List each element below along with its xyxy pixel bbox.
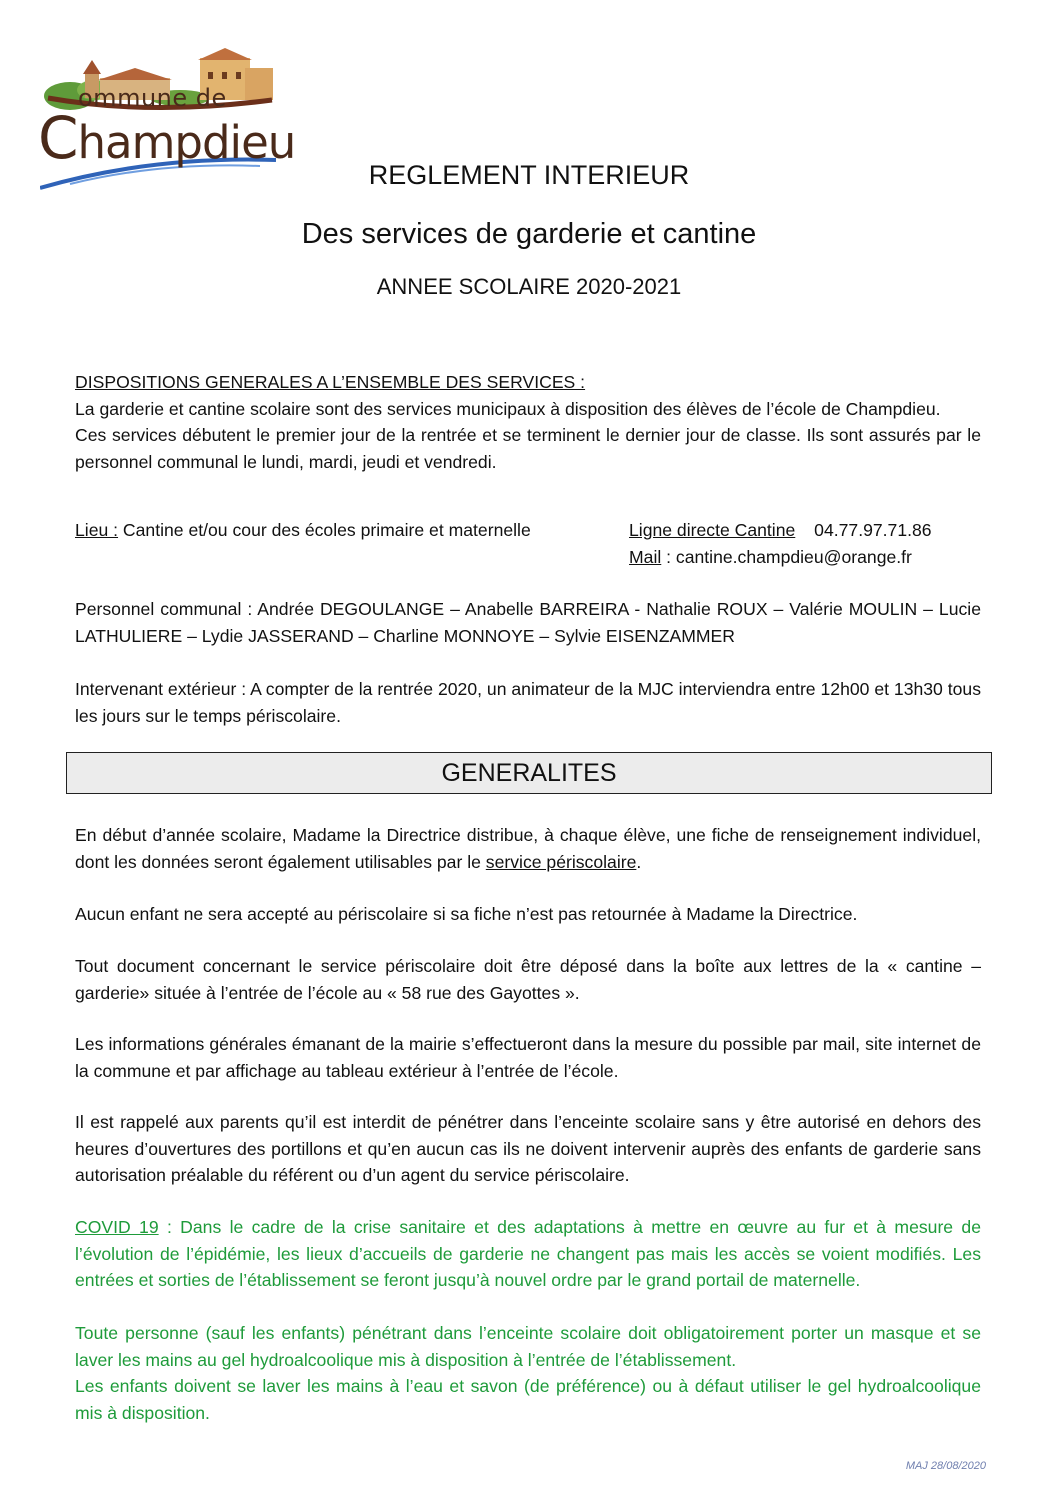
dispositions-para2: Ces services débutent le premier jour de la rentrée et se terminent le dernier jour de classe. Ils sont assurés par le personnel communal le lundi, mardi, jeudi et vendredi. (75, 425, 981, 472)
p1-text-a: En début d’année scolaire, Madame la Directrice distribue, à chaque élève, (75, 825, 677, 845)
lieu-value: Cantine et/ou cour des écoles primaire et maternelle (118, 520, 531, 540)
mail-line (629, 544, 989, 571)
school-year: ANNEE SCOLAIRE 2020-2021 (376, 274, 682, 299)
covid-label: COVID 19 (75, 1217, 159, 1237)
document-subtitle: Des services de garderie et cantine (301, 218, 757, 250)
personnel-text: : Andrée DEGOULANGE – Anabelle BARREIRA - Nathalie ROUX – Valérie MOULIN – Lucie LATHULIERE – Lydie JASSERAND – Charline MONNOYE – Sylvie EISENZAMMER (75, 599, 981, 646)
personnel-label: Personnel communal (75, 599, 242, 619)
mail-value: : cantine.champdieu@orange.fr (661, 547, 912, 567)
lieu-label: Lieu : (75, 520, 119, 540)
intervenant-text: : A compter de la rentrée 2020, un animateur de la MJC interviendra entre 12h00 et 13h30 tous les jours sur le temps périscolaire. (75, 679, 981, 726)
generalites-p5: Il est rappelé aux parents qu’il est interdit de pénétrer dans l’enceinte scolaire sans y être autorisé en dehors des heures d’ouvertures des portillons et qu’en aucun cas ils ne doivent intervenir auprès des enfants de garderie sans autorisation préalable du référent ou d’un agent du service périscolaire. (75, 1112, 981, 1185)
covid-p2: Toute personne (sauf les enfants) pénétrant dans l’enceinte scolaire doit obligatoirement porter un masque et se laver les mains au gel hydroalcoolique mis à disposition à l’entrée de l’établissement. (75, 1323, 981, 1370)
generalites-p3: Tout document concernant le service périscolaire doit être déposé dans la boîte aux lettres de la « cantine – garderie» située à l’entrée de l’école au « 58 rue des Gayottes ». (75, 956, 981, 1003)
generalites-p4: Les informations générales émanant de la mairie s’effectueront dans la mesure du possible par mail, site internet de la commune et par affichage au tableau extérieur à l’entrée de l’école. (75, 1034, 981, 1081)
p1-text-e: . (636, 851, 642, 872)
p1-text-c: , dont les données seront également utilisables par le (75, 825, 981, 872)
covid-p1-text: : Dans le cadre de la crise sanitaire et des adaptations à mettre en œuvre au fur et à mesure de l’évolution de l’épidémie, les lieux d’accueils de garderie ne changent pas mais les accès se voient modifiés. Les entrées et sorties de l’établissement se feront jusqu’à nouvel ordre par le grand portail de maternelle. (75, 1217, 981, 1290)
logo-rest: hampdieu (77, 116, 296, 169)
dispositions-para1: La garderie et cantine scolaire sont des services municipaux à disposition des élèves de l’école de Champdieu. (75, 398, 941, 419)
logo-initial: C (38, 104, 78, 172)
document-title: REGLEMENT INTERIEUR (368, 160, 690, 190)
intervenant-paragraph (75, 676, 981, 729)
dispositions-section (75, 369, 981, 475)
covid-p1 (75, 1214, 981, 1294)
ligne-label: Ligne directe Cantine (629, 520, 796, 540)
ligne-directe (629, 517, 989, 544)
personnel-paragraph (75, 596, 981, 649)
mail-label: Mail (629, 547, 662, 567)
update-date: MAJ 28/08/2020 (905, 1460, 986, 1472)
p1-fiche-text: une fiche de renseignement individuel (676, 825, 977, 845)
p1-service-text: service périscolaire (485, 851, 637, 872)
generalites-heading: GENERALITES (66, 752, 992, 794)
logo-text-commune: ommune de (78, 84, 227, 112)
covid-p3: Les enfants doivent se laver les mains à l’eau et savon (de préférence) ou à défaut utiliser le gel hydroalcoolique mis à disposition. (75, 1376, 981, 1423)
generalites-p1 (75, 822, 981, 875)
intervenant-label: Intervenant extérieur (75, 679, 237, 699)
generalites-p2: Aucun enfant ne sera accepté au périscolaire si sa fiche n’est pas retournée à Madame la Directrice. (75, 904, 858, 924)
ligne-value: 04.77.97.71.86 (814, 520, 932, 540)
dispositions-heading: DISPOSITIONS GENERALES A L’ENSEMBLE DES SERVICES : (75, 372, 586, 392)
